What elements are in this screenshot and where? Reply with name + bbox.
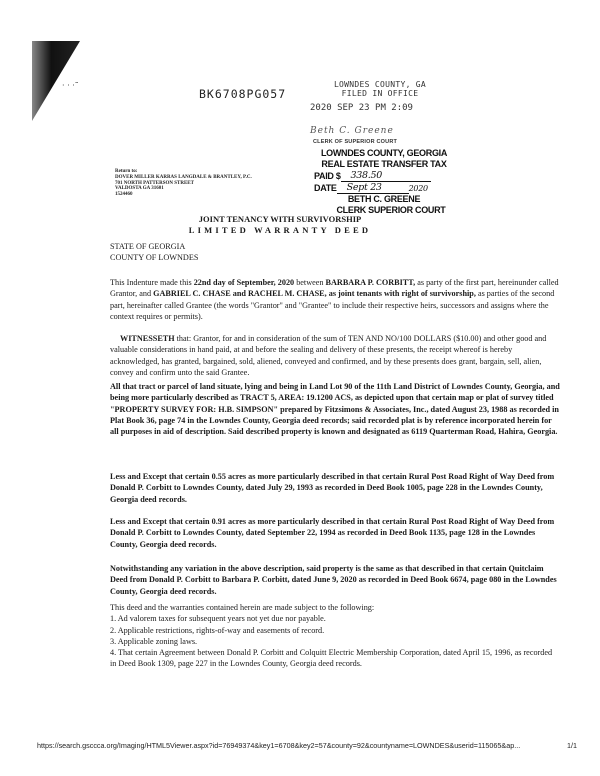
return-to-id: 1524460	[115, 192, 133, 198]
date-year: 2020	[408, 184, 428, 193]
tax-stamp-county: LOWNDES COUNTY, GEORGIA	[320, 148, 448, 158]
grantee-names: GABRIEL C. CHASE and RACHEL M. CHASE, as joint tenants with right of survivorship,	[153, 289, 476, 299]
tax-stamp-title: REAL ESTATE TRANSFER TAX	[321, 159, 447, 169]
subject-to-item: 1. Ad valorem taxes for subsequent years not yet due nor payable.	[110, 614, 326, 624]
filed-in-office-stamp	[305, 80, 455, 113]
deed-date: 22nd day of September, 2020	[193, 278, 295, 288]
text-run: This Indenture made this	[110, 278, 194, 288]
svg-text:· · ·˜: · · ·˜	[62, 81, 79, 90]
stamp-county: LOWNDES COUNTY, GA	[333, 80, 427, 89]
state-line: STATE OF GEORGIA	[110, 242, 186, 251]
return-to-block	[115, 169, 252, 198]
paid-value: 338.50	[341, 170, 431, 182]
witnesseth-label: WITNESSETH	[120, 334, 175, 344]
clerk-label: CLERK OF SUPERIOR COURT	[313, 139, 398, 145]
stamp-filed: FILED IN OFFICE	[341, 89, 419, 98]
text-run: as parties of the second part, hereinafter called Grantee (the words "Grantor" and "Grantee" to include their respective heirs, successors and assigns where the context requires or permits).	[110, 289, 555, 322]
book-page-number: BK6708PG057	[199, 87, 287, 101]
date-value: Sept 23	[337, 182, 409, 194]
tax-clerk-title: CLERK SUPERIOR COURT	[336, 205, 446, 215]
tax-date-row	[314, 182, 464, 194]
footer-url: https://search.gsccca.org/Imaging/HTML5Viewer.aspx?id=76949374&key1=6708&key2=57&county=92&countyname=LOWNDES&userid=115065&ap...	[37, 741, 521, 750]
deed-title	[100, 214, 460, 236]
return-to-label: Return to:	[115, 169, 138, 174]
text-run: between	[294, 278, 326, 288]
deed-title-line2: LIMITED WARRANTY DEED	[188, 225, 372, 235]
property-description-paragraph: All that tract or parcel of land situate, lying and being in Land Lot 90 of the 11th Land District of Lowndes County, Georgia, and being more particularly described as TRACT 5, AREA: 19.1200 ACS, as depicted upon that certain map or plat of survey titled "PROPERTY SURVEY FOR: H.B. SIMPSON" prepared by Fitzsimons & Associates, Inc., dated August 23, 1988 as recorded in Plat Book 36, page 74 in the Lowndes County, Georgia deed records; said recorded plat is by reference incorporated herein for all purposes in aid of description. Said described property is known and designated as 6119 Quarterman Road, Hahira, Georgia.	[110, 382, 560, 437]
return-to-city: VALDOSTA GA 31601	[115, 186, 164, 192]
return-to-firm: DOVER MILLER KARRAS LANGDALE & BRANTLEY, P.C.	[115, 174, 252, 180]
stamp-datetime: 2020 SEP 23 PM 2:09	[310, 103, 413, 113]
jurisdiction	[110, 241, 560, 264]
transfer-tax-stamp	[314, 148, 464, 216]
county-line: COUNTY OF LOWNDES	[110, 253, 199, 263]
grantor-name: BARBARA P. CORBITT,	[325, 278, 416, 288]
tax-clerk-name: BETH C. GREENE	[347, 194, 421, 204]
subject-to-item: 2. Applicable restrictions, rights-of-way and easements of record.	[110, 625, 325, 635]
indenture-paragraph	[110, 277, 560, 322]
notwithstanding-paragraph: Notwithstanding any variation in the above description, said property is the same as that described in that certain Quitclaim Deed from Donald P. Corbitt to Barbara P. Corbitt, dated June 9, 2020 as recorded in Deed Book 6674, page 080 in the Lowndes County, Georgia deed records.	[110, 564, 557, 596]
print-footer	[37, 741, 577, 750]
less-except-paragraph-2: Less and Except that certain 0.91 acres as more particularly described in that certain Rural Post Road Right of Way Deed from Donald P. Corbitt to Lowndes County, dated September 22, 1994 as recorded in Deed Book 1135, page 128 in the Lowndes County, Georgia deed records.	[110, 517, 555, 549]
witnesseth-paragraph	[110, 333, 560, 378]
subject-to-intro: This deed and the warranties contained herein are made subject to the following:	[110, 603, 375, 612]
subject-to-item: 4. That certain Agreement between Donald P. Corbitt and Colquitt Electric Membership Corporation, dated April 15, 1996, as recorded in Deed Book 1309, page 227 in the Lowndes County, Georgia deed records.	[110, 648, 553, 669]
footer-page-count: 1/1	[567, 741, 577, 750]
deed-title-line1: JOINT TENANCY WITH SURVIVORSHIP	[198, 214, 362, 224]
clerk-signature: Beth C. Greene	[310, 126, 394, 136]
paid-label: PAID $	[314, 171, 341, 181]
text-run: that: Grantor, for and in consideration of the sum of TEN AND NO/100 DOLLARS ($10.00) and other good and valuable considerations in hand paid, at and before the sealing and delivery of these presents, the receipt whereof is hereby acknowledged, has granted, bargained, sold, aliened, conveyed and confirmed, and by these presents does grant, bargain, sell, alien, convey and confirm unto the said Grantee.	[110, 334, 547, 378]
tax-paid-row	[314, 170, 464, 182]
return-to-street: 701 NORTH PATTERSON STREET	[115, 180, 194, 186]
subject-to-item: 3. Applicable zoning laws.	[110, 636, 198, 646]
less-except-paragraph-1: Less and Except that certain 0.55 acres as more particularly described in that certain Rural Post Road Right of Way Deed from Donald P. Corbitt to Lowndes County, dated July 29, 1993 as recorded in Deed Book 1005, page 228 in the Lowndes County, Georgia deed records.	[110, 472, 555, 504]
date-label: DATE	[314, 183, 337, 193]
text-run: as party of the first part, hereinunder called Grantor, and	[110, 278, 559, 299]
subject-to-section	[110, 602, 560, 670]
